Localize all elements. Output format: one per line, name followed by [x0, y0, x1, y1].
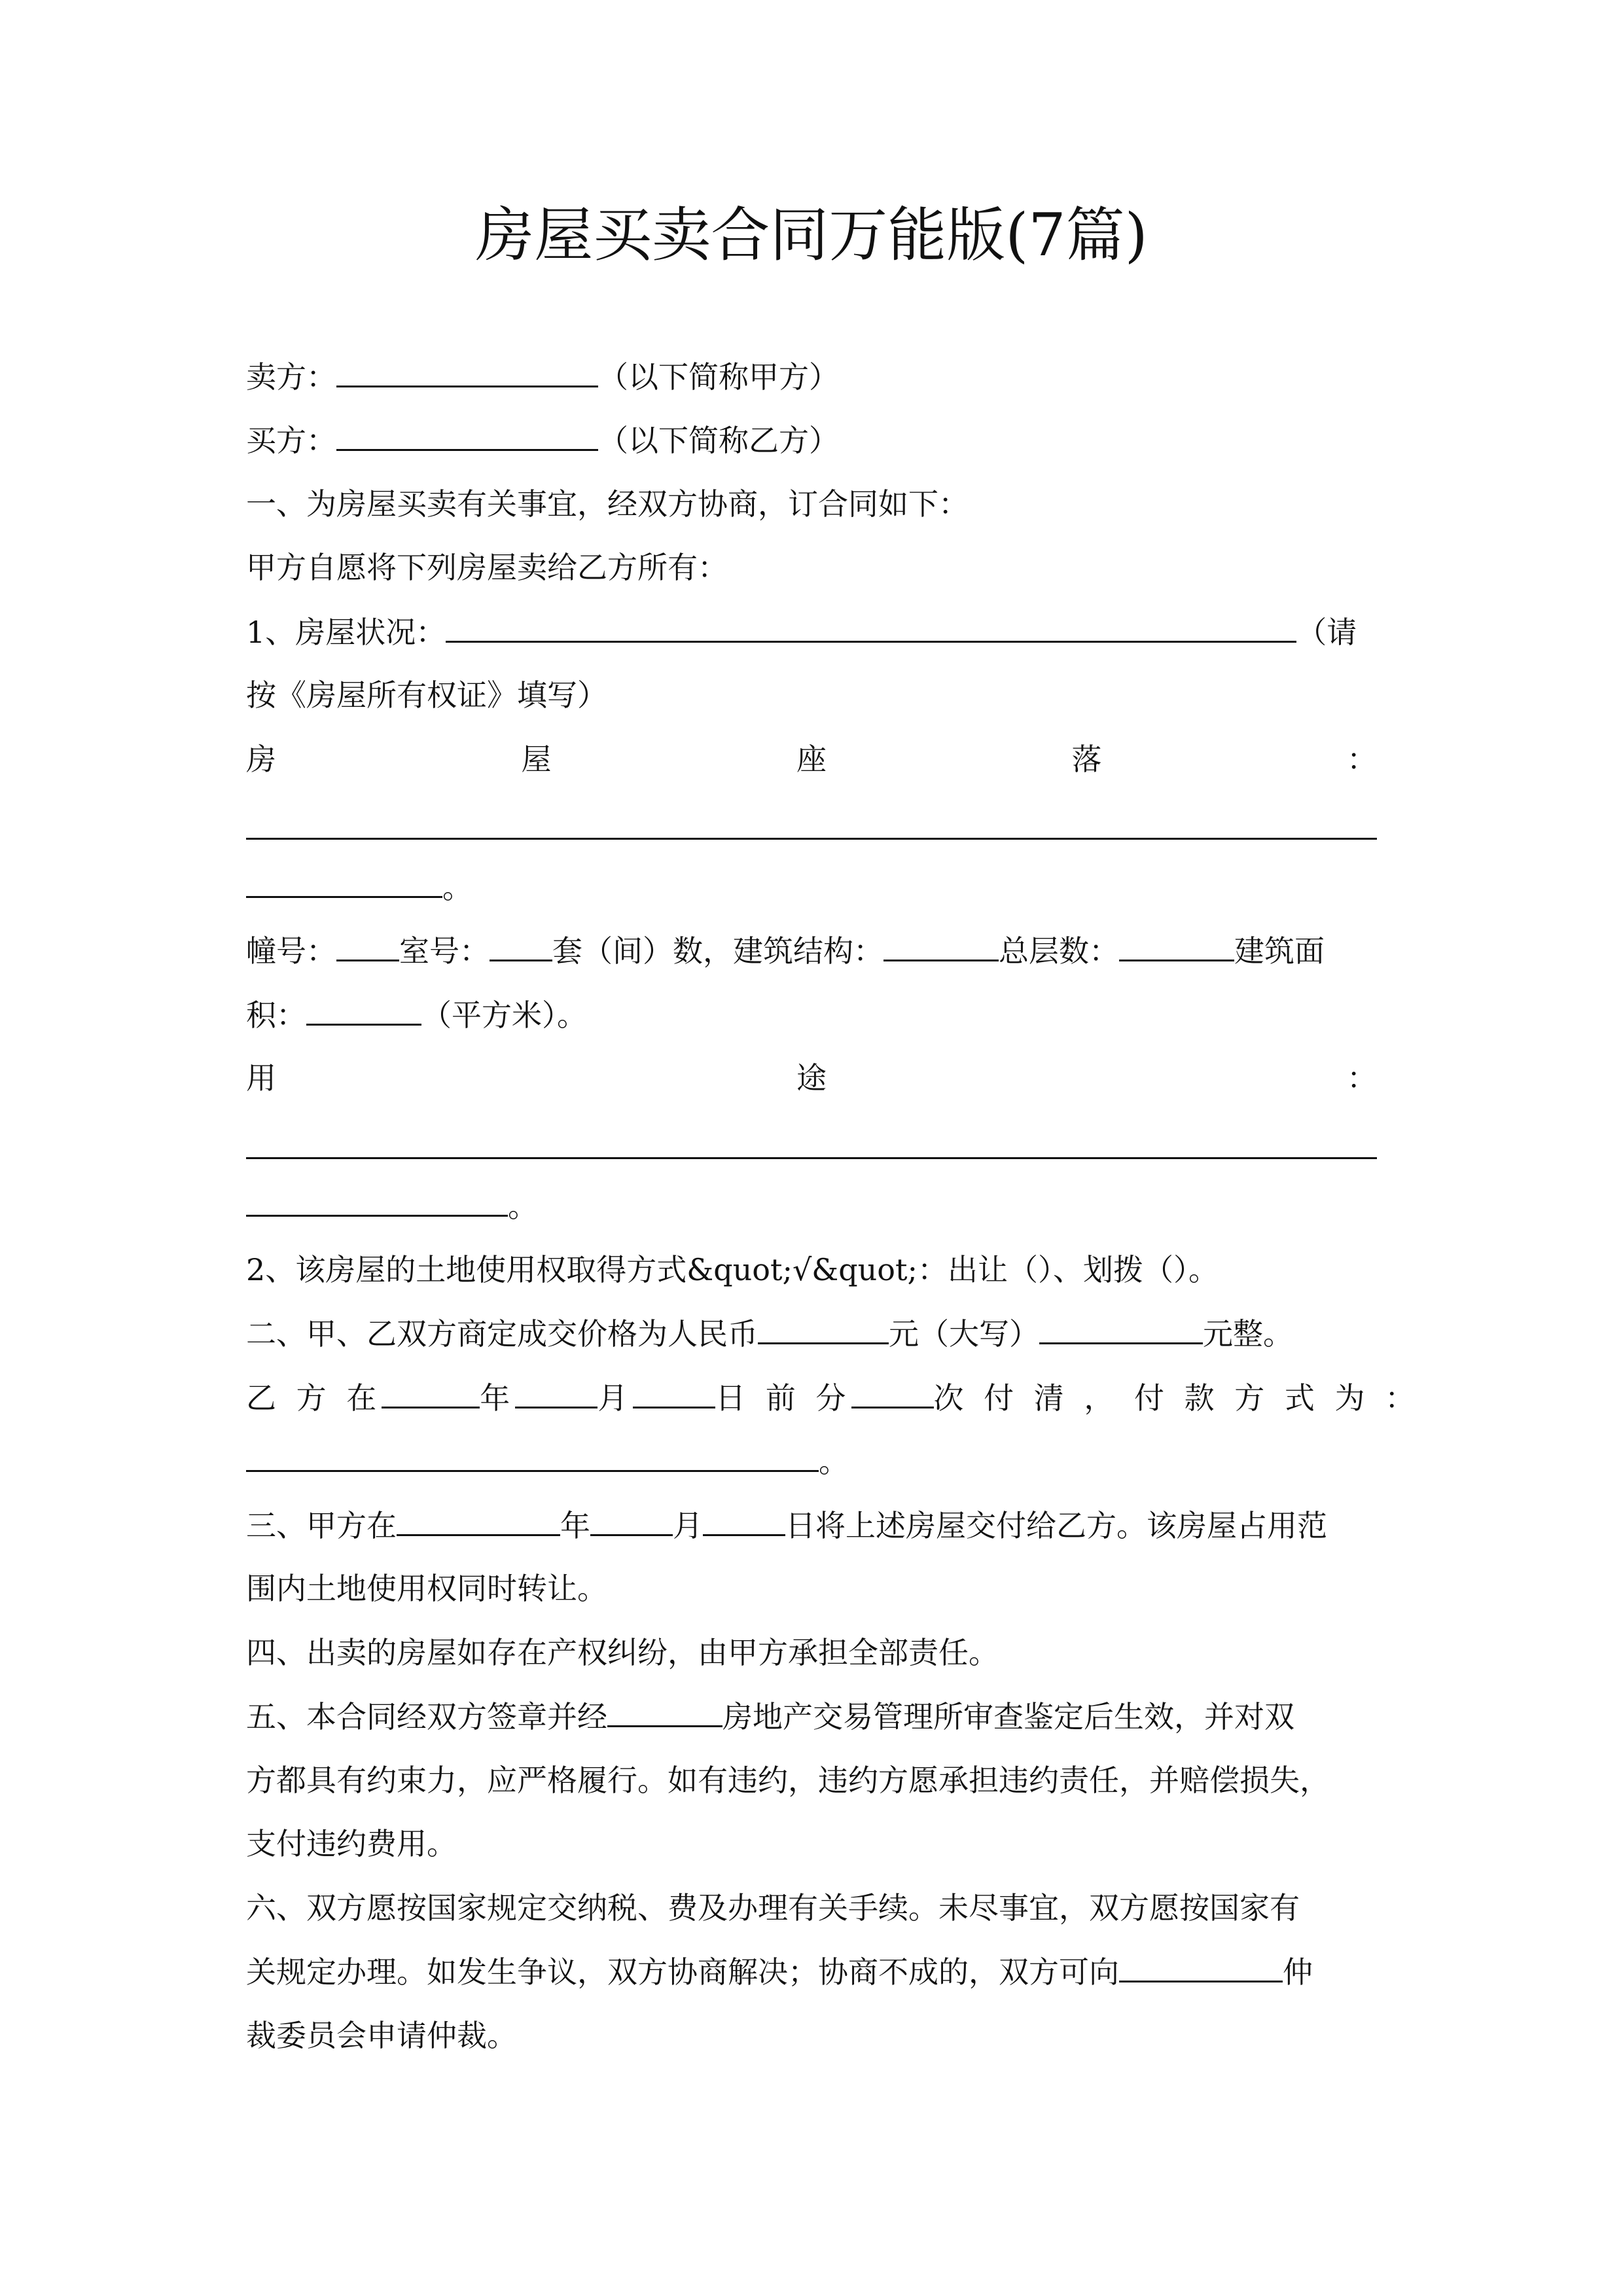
- price-number-blank: [758, 1314, 889, 1344]
- building-no-blank: [336, 931, 399, 961]
- structure-blank: [883, 931, 999, 961]
- usage-rule: [246, 1157, 1377, 1159]
- clause-6-line-2: 关规定办理。如发生争议，双方协商解决；协商不成的，双方可向 仲: [246, 1952, 1377, 1992]
- payment-times-blank: [851, 1378, 934, 1408]
- payment-line: 乙 方 在 年 月 日 前 分 次 付 清 ， 付 款 方 式 为 ：: [246, 1378, 1377, 1418]
- floors-blank: [1119, 931, 1234, 961]
- clause-5-line-2: 方都具有约束力，应严格履行。如有违约，违约方愿承担违约责任，并赔偿损失，: [246, 1763, 1330, 1798]
- clause-1-sale: 甲方自愿将下列房屋卖给乙方所有：: [246, 550, 728, 585]
- payment-method-line: 。: [246, 1441, 1377, 1481]
- house-status-blank: [446, 612, 1296, 643]
- payment-month-blank: [515, 1378, 597, 1408]
- payment-method-blank: [246, 1441, 819, 1472]
- house-status-continued: 按《房屋所有权证》填写）: [246, 677, 607, 713]
- building-line-2: 积： （平方米）。: [246, 995, 1377, 1035]
- room-no-blank: [490, 931, 552, 961]
- arbitration-blank: [1119, 1952, 1283, 1982]
- seller-blank: [336, 357, 598, 387]
- clause-6-line-1: 六、双方愿按国家规定交纳税、费及办理有关手续。未尽事宜，双方愿按国家有: [246, 1890, 1300, 1926]
- usage-label: 用 途 ：: [246, 1060, 1377, 1096]
- house-status-line: 1、房屋状况： （请: [246, 612, 1377, 652]
- price-line: 二、甲、乙双方商定成交价格为人民币 元（大写） 元整。: [246, 1314, 1377, 1354]
- clause-4: 四、出卖的房屋如存在产权纠纷，由甲方承担全部责任。: [246, 1635, 999, 1670]
- buyer-line: 买方： （以下简称乙方）: [246, 420, 1377, 460]
- delivery-line: 三、甲方在 年 月 日将上述房屋交付给乙方。该房屋占用范: [246, 1505, 1377, 1545]
- building-line-1: 幢号： 室号： 套（间）数，建筑结构： 总层数： 建筑面: [246, 931, 1377, 971]
- registry-blank: [607, 1696, 722, 1727]
- document-title: 房屋买卖合同万能版(7篇): [475, 201, 1148, 270]
- location-rule: [246, 838, 1377, 840]
- area-blank: [306, 995, 421, 1026]
- delivery-continued: 围内土地使用权同时转让。: [246, 1571, 607, 1606]
- usage-end-line: 。: [246, 1186, 1377, 1226]
- seller-line: 卖方： （以下简称甲方）: [246, 357, 1377, 397]
- clause-6-line-3: 裁委员会申请仲裁。: [246, 2018, 517, 2053]
- buyer-blank: [336, 420, 598, 451]
- price-words-blank: [1039, 1314, 1203, 1344]
- clause-1-intro: 一、为房屋买卖有关事宜，经双方协商，订合同如下：: [246, 486, 969, 522]
- payment-day-blank: [633, 1378, 715, 1408]
- location-end-line: 。: [246, 867, 1377, 907]
- delivery-day-blank: [703, 1505, 785, 1536]
- clause-5-line-3: 支付违约费用。: [246, 1826, 457, 1861]
- location-blank: [246, 867, 442, 898]
- delivery-year-blank: [397, 1505, 560, 1536]
- usage-blank: [246, 1186, 508, 1217]
- location-label: 房 屋 座 落 ：: [246, 742, 1377, 777]
- land-use-line: 2、该房屋的土地使用权取得方式&quot;√&quot;：出让（）、划拨（）。: [246, 1252, 1219, 1287]
- clause-5-line-1: 五、本合同经双方签章并经 房地产交易管理所审查鉴定后生效，并对双: [246, 1696, 1377, 1736]
- delivery-month-blank: [590, 1505, 673, 1536]
- payment-year-blank: [382, 1378, 480, 1408]
